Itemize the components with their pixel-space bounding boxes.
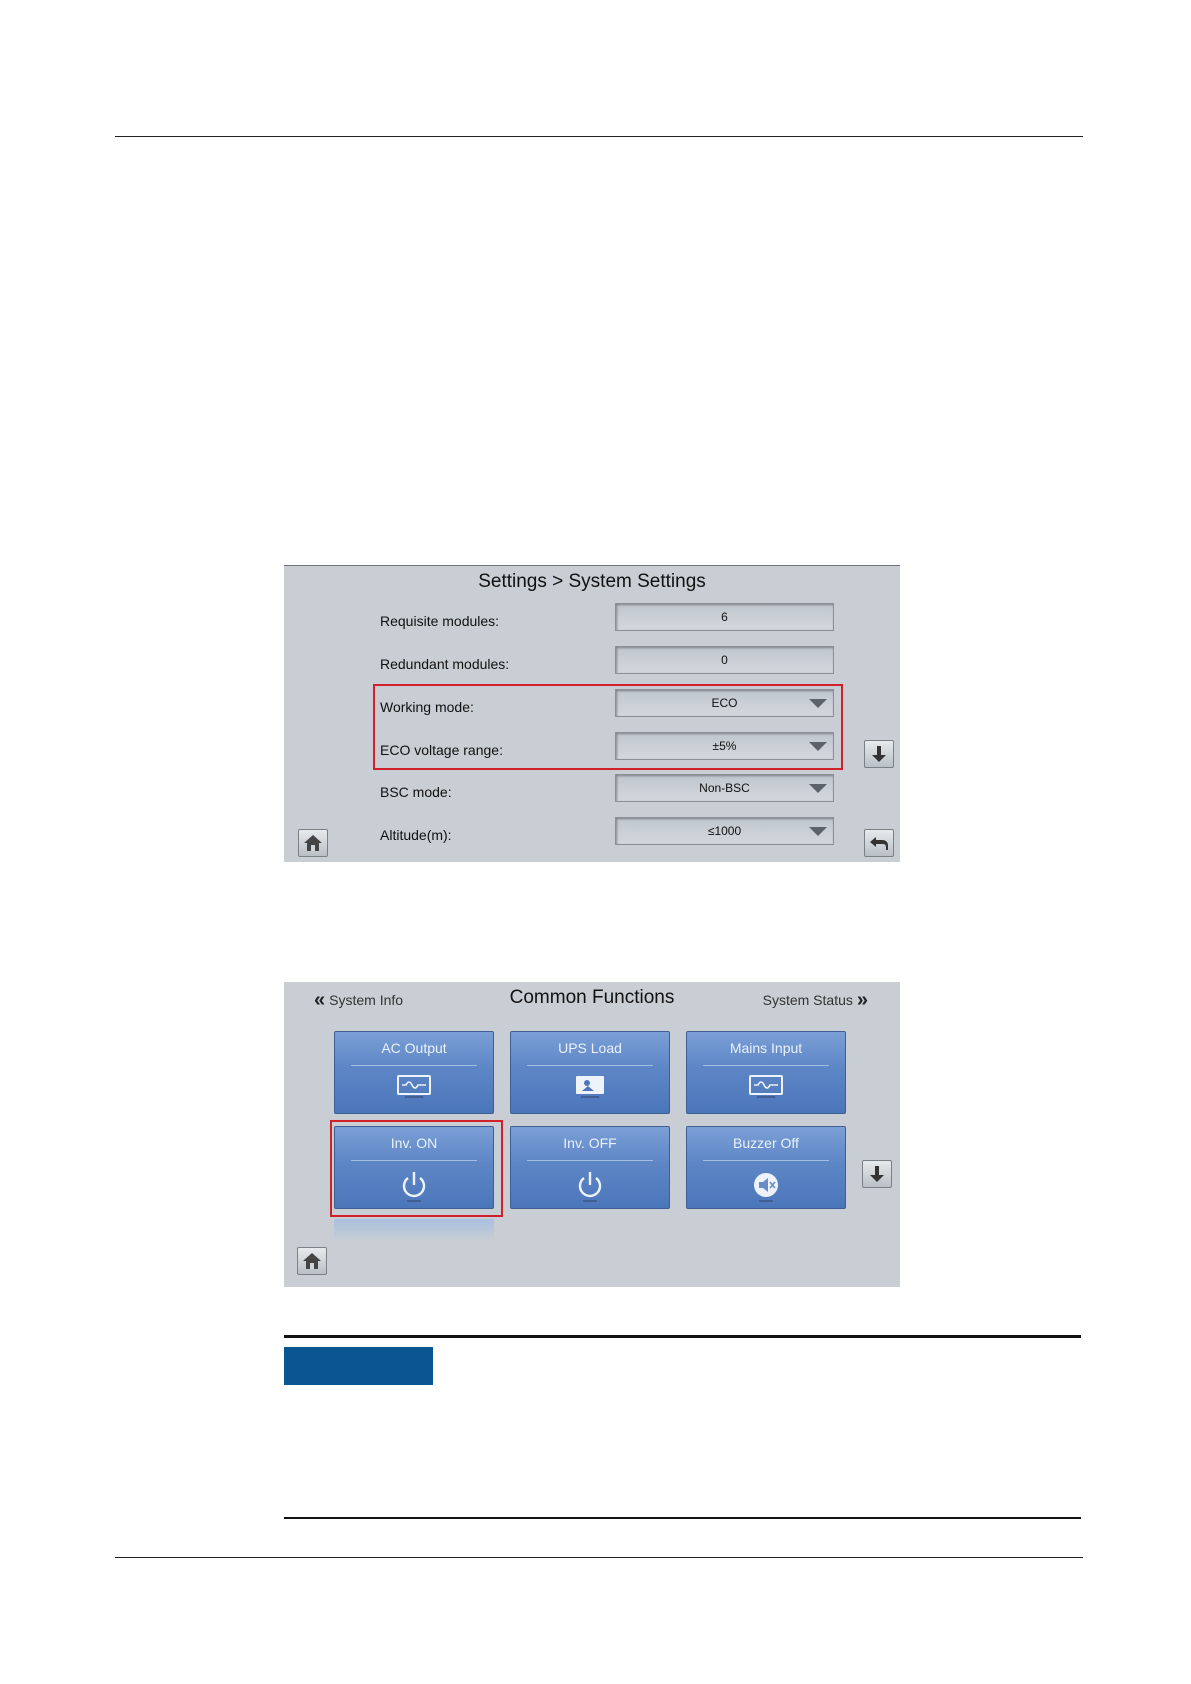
tile-label: Inv. OFF xyxy=(563,1135,617,1151)
footer-rule xyxy=(115,1557,1083,1558)
dropdown-arrow-icon xyxy=(809,827,827,836)
system-status-label: System Status xyxy=(762,992,853,1008)
tile-divider xyxy=(351,1065,477,1066)
working-mode-label: Working mode: xyxy=(380,699,474,715)
system-status-link[interactable] xyxy=(762,989,868,1011)
home-button[interactable] xyxy=(297,1247,327,1275)
field-value: 0 xyxy=(721,653,728,667)
requisite-modules-field[interactable] xyxy=(615,603,834,631)
altitude-label: Altitude(m): xyxy=(380,827,452,843)
common-functions-screen xyxy=(284,982,900,1287)
eco-voltage-range-label: ECO voltage range: xyxy=(380,742,503,758)
waveform-icon xyxy=(748,1074,784,1100)
note-tag xyxy=(284,1347,433,1385)
tile-divider xyxy=(703,1160,829,1161)
power-icon xyxy=(574,1169,606,1203)
home-button[interactable] xyxy=(298,829,328,857)
requisite-modules-label: Requisite modules: xyxy=(380,613,500,629)
down-arrow-icon xyxy=(871,745,887,763)
system-info-label: System Info xyxy=(329,992,404,1008)
altitude-dropdown[interactable] xyxy=(615,817,834,845)
partial-tile xyxy=(334,1219,494,1241)
field-value: ECO xyxy=(711,696,738,710)
inv-off-tile[interactable] xyxy=(510,1126,670,1209)
field-value: ≤1000 xyxy=(707,824,742,838)
tile-label: Mains Input xyxy=(729,1040,803,1056)
waveform-icon xyxy=(396,1074,432,1100)
load-icon xyxy=(572,1074,608,1100)
bsc-mode-dropdown[interactable] xyxy=(615,774,834,802)
tile-label: AC Output xyxy=(381,1040,447,1056)
highlight-box xyxy=(373,684,843,770)
screen-title: Settings > System Settings xyxy=(478,571,706,592)
scroll-down-button[interactable] xyxy=(864,740,894,768)
down-arrow-icon xyxy=(869,1165,885,1183)
double-chevron-right-icon: » xyxy=(856,989,868,1011)
field-value: ±5% xyxy=(712,739,737,753)
screen-title: Common Functions xyxy=(509,987,675,1008)
back-arrow-icon xyxy=(869,835,889,851)
note-top-rule xyxy=(284,1335,1081,1338)
home-icon xyxy=(302,1252,322,1270)
redundant-modules-label: Redundant modules: xyxy=(380,656,510,672)
scroll-down-button[interactable] xyxy=(862,1160,892,1188)
back-button[interactable] xyxy=(864,829,894,857)
bsc-mode-label: BSC mode: xyxy=(380,784,452,800)
tile-divider xyxy=(527,1065,653,1066)
note-bottom-rule xyxy=(284,1517,1081,1519)
field-value: Non-BSC xyxy=(699,781,750,795)
tile-label: Inv. ON xyxy=(390,1135,438,1151)
tile-divider xyxy=(703,1065,829,1066)
double-chevron-left-icon: « xyxy=(314,989,326,1011)
dropdown-arrow-icon xyxy=(809,784,827,793)
tile-divider xyxy=(527,1160,653,1161)
field-value: 6 xyxy=(721,610,728,624)
mains-input-tile[interactable] xyxy=(686,1031,846,1114)
ups-load-tile[interactable] xyxy=(510,1031,670,1114)
tile-label: Buzzer Off xyxy=(733,1135,799,1151)
system-settings-screen xyxy=(284,565,900,862)
redundant-modules-field[interactable] xyxy=(615,646,834,674)
tile-label: UPS Load xyxy=(558,1040,622,1056)
header-rule xyxy=(115,136,1083,137)
mute-icon xyxy=(750,1169,782,1203)
home-icon xyxy=(303,834,323,852)
ac-output-tile[interactable] xyxy=(334,1031,494,1114)
buzzer-off-tile[interactable] xyxy=(686,1126,846,1209)
highlight-box xyxy=(330,1120,503,1217)
